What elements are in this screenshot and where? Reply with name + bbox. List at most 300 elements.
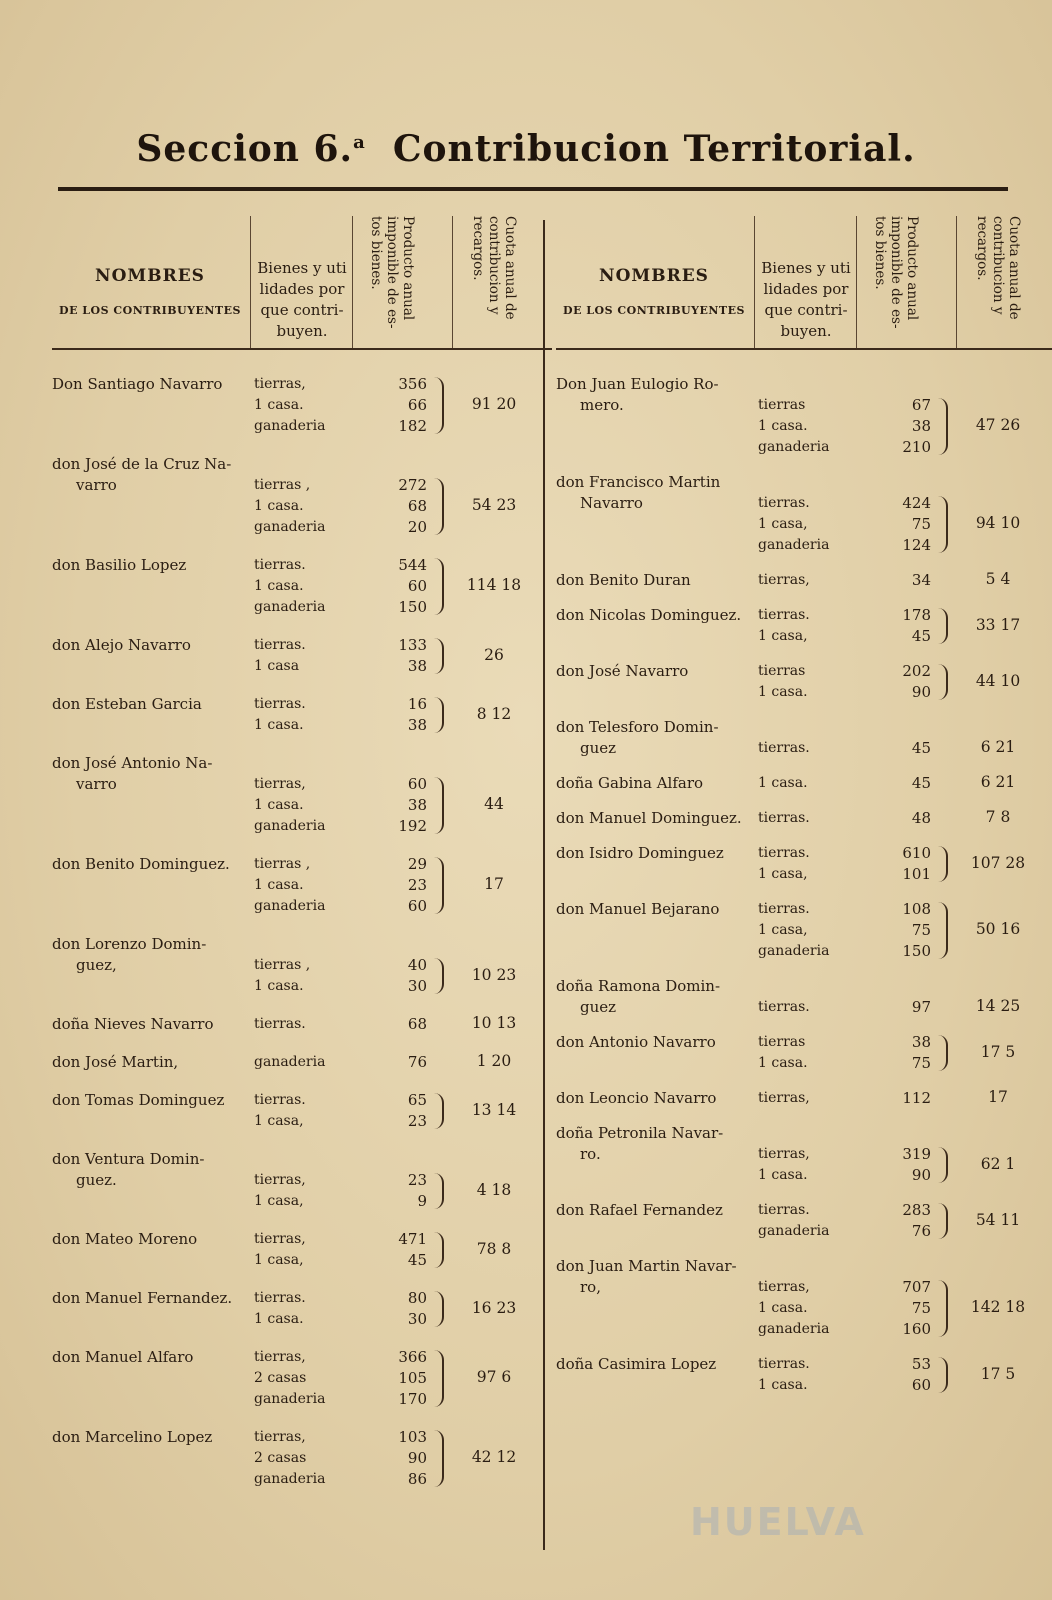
- asset-list: [758, 1144, 854, 1186]
- asset-list: [758, 605, 854, 647]
- group-brace: [430, 1173, 444, 1209]
- contributor-name: [556, 1200, 756, 1221]
- value-list: [871, 1144, 931, 1186]
- asset-item: tierras.: [758, 1202, 810, 1218]
- asset-item: tierras.: [758, 495, 810, 511]
- contributor-name-line: doña Ramona Domin-: [556, 977, 721, 995]
- header-cuota: Cuota anual de contribucion y recargos.: [470, 216, 518, 320]
- asset-item: ganaderia: [254, 519, 326, 535]
- asset-item: 2 casas: [254, 1370, 307, 1386]
- asset-list: [254, 1090, 350, 1132]
- header-bienes: [252, 258, 352, 342]
- taxable-value: 76: [407, 1053, 427, 1071]
- value-list: [871, 1200, 931, 1242]
- quota-value: 6 21: [980, 738, 1016, 756]
- contributor-name-line: don Benito Duran: [556, 571, 691, 589]
- contributor-name: [52, 934, 252, 976]
- header-divider: [352, 216, 353, 350]
- header-rule: [52, 348, 552, 350]
- contributor-name: [52, 1014, 252, 1035]
- quota-value: 50 16: [975, 920, 1021, 938]
- asset-item: ganaderia: [254, 1471, 326, 1487]
- taxable-value: 356: [398, 375, 427, 393]
- taxable-value: 23: [407, 1112, 427, 1130]
- quota-value: 17 5: [980, 1042, 1016, 1061]
- contributor-name-line: guez.: [76, 1171, 117, 1189]
- asset-item: ganaderia: [254, 1054, 326, 1070]
- header-divider: [856, 216, 857, 350]
- asset-item: 1 casa,: [758, 866, 808, 882]
- asset-list: [758, 395, 854, 458]
- contributor-name-line: don Manuel Fernandez.: [52, 1289, 233, 1307]
- value-list: [871, 395, 931, 458]
- header-producto: Producto anual imponible de es- tos bienes.: [368, 216, 416, 329]
- asset-item: tierras,: [254, 376, 306, 392]
- group-brace: [934, 902, 948, 959]
- taxable-value: 707: [902, 1278, 931, 1296]
- contributor-name-line: don Benito Dominguez.: [52, 855, 230, 873]
- group-brace: [430, 697, 444, 733]
- taxable-value: 182: [398, 417, 427, 435]
- contributor-name-line: don Juan Martin Navar-: [556, 1257, 737, 1275]
- value-list: [367, 374, 427, 437]
- taxable-value: 366: [398, 1348, 427, 1366]
- asset-list: [254, 374, 350, 437]
- value-list: [871, 808, 931, 829]
- contributor-name: [556, 605, 756, 626]
- header-divider: [956, 216, 957, 350]
- quota-value: 44: [484, 795, 504, 813]
- taxable-value: 45: [911, 774, 931, 792]
- taxable-value: 103: [398, 1428, 427, 1446]
- header-bienes-line: buyen.: [276, 322, 328, 340]
- contributor-name: [556, 1123, 756, 1165]
- asset-item: tierras,: [254, 1231, 306, 1247]
- value-list: [367, 1427, 427, 1490]
- asset-list: [254, 635, 350, 677]
- asset-item: ganaderia: [254, 818, 326, 834]
- taxable-value: 544: [398, 556, 427, 574]
- group-brace: [934, 496, 948, 553]
- taxable-value: 202: [902, 662, 931, 680]
- taxable-value: 424: [902, 494, 931, 512]
- asset-list: [758, 1277, 854, 1340]
- quota-value: 114 18: [466, 576, 522, 594]
- taxable-value: 30: [407, 1310, 427, 1328]
- asset-item: tierras,: [758, 1146, 810, 1162]
- group-brace: [934, 1357, 948, 1393]
- asset-item: tierras.: [254, 557, 306, 573]
- asset-list: [758, 899, 854, 962]
- taxable-value: 97: [911, 998, 931, 1016]
- contributor-name-line: Don Juan Eulogio Ro-: [556, 375, 719, 393]
- contributor-name: [556, 1354, 756, 1375]
- contributor-name: [52, 1288, 252, 1309]
- asset-list: [254, 774, 350, 837]
- asset-list: [758, 1200, 854, 1242]
- group-brace: [430, 1093, 444, 1129]
- quota-value: 6 21: [980, 773, 1016, 791]
- taxable-value: 68: [407, 497, 427, 515]
- group-brace: [430, 638, 444, 674]
- contributor-name-line: don Manuel Alfaro: [52, 1348, 194, 1366]
- value-list: [871, 570, 931, 591]
- taxable-value: 66: [407, 396, 427, 414]
- quota-value: 10 13: [471, 1014, 517, 1032]
- contributor-name-line: doña Petronila Navar-: [556, 1124, 724, 1142]
- taxable-value: 65: [407, 1091, 427, 1109]
- asset-list: [254, 694, 350, 736]
- asset-item: 1 casa.: [254, 1311, 304, 1327]
- taxable-value: 272: [398, 476, 427, 494]
- value-list: [871, 1354, 931, 1396]
- asset-item: tierras,: [254, 776, 306, 792]
- taxable-value: 471: [398, 1230, 427, 1248]
- taxable-value: 30: [407, 977, 427, 995]
- header-names-line1: NOMBRES: [599, 266, 709, 286]
- value-list: [367, 1090, 427, 1132]
- taxable-value: 160: [902, 1320, 931, 1338]
- group-brace: [430, 558, 444, 615]
- title-rule: [58, 187, 1008, 191]
- header-bienes: [756, 258, 856, 342]
- taxable-value: 80: [407, 1289, 427, 1307]
- contributor-name-line: guez: [580, 739, 617, 757]
- contributor-name: [556, 717, 756, 759]
- quota-value: 44 10: [975, 671, 1021, 690]
- header-divider: [754, 216, 755, 350]
- asset-item: tierras: [758, 1034, 806, 1050]
- asset-item: 1 casa.: [758, 1167, 808, 1183]
- taxable-value: 60: [407, 897, 427, 915]
- asset-item: tierras ,: [254, 477, 311, 493]
- header-names-line1: NOMBRES: [95, 266, 205, 286]
- asset-item: tierras,: [758, 572, 810, 588]
- quota-value: 17: [988, 1088, 1008, 1106]
- quota-value: 26: [484, 645, 504, 664]
- taxable-value: 29: [407, 855, 427, 873]
- contributor-name-line: doña Casimira Lopez: [556, 1355, 717, 1373]
- asset-item: tierras.: [254, 1290, 306, 1306]
- contributor-name: [52, 454, 252, 496]
- left-column: [52, 216, 552, 1556]
- quota-value: 78 8: [476, 1239, 512, 1258]
- group-brace: [934, 1280, 948, 1337]
- asset-item: tierras,: [254, 1349, 306, 1365]
- asset-item: 1 casa.: [254, 397, 304, 413]
- value-list: [871, 493, 931, 556]
- contributor-name: [52, 753, 252, 795]
- value-list: [367, 635, 427, 677]
- asset-list: [758, 661, 854, 703]
- taxable-value: 48: [911, 809, 931, 827]
- contributor-name: [52, 1052, 252, 1073]
- contributor-name-line: don José de la Cruz Na-: [52, 455, 232, 473]
- asset-item: tierras.: [254, 1016, 306, 1032]
- asset-item: tierras.: [758, 845, 810, 861]
- asset-list: [254, 555, 350, 618]
- value-list: [367, 555, 427, 618]
- asset-list: [254, 1347, 350, 1410]
- contributor-name-line: guez: [580, 998, 617, 1016]
- contributor-name: [52, 694, 252, 715]
- asset-list: [758, 570, 854, 591]
- taxable-value: 124: [902, 536, 931, 554]
- contributor-name: [556, 1256, 756, 1298]
- taxable-value: 45: [911, 739, 931, 757]
- header-bienes-line: que contri-: [260, 301, 344, 319]
- quota-value: 4 18: [476, 1180, 512, 1199]
- taxable-value: 75: [911, 1299, 931, 1317]
- asset-list: [254, 475, 350, 538]
- asset-item: 1 casa.: [254, 578, 304, 594]
- watermark-huelva: HUELVA: [690, 1500, 866, 1544]
- asset-item: tierras.: [758, 901, 810, 917]
- taxable-value: 75: [911, 515, 931, 533]
- asset-item: 1 casa.: [254, 498, 304, 514]
- header-bienes-line: lidades por: [763, 280, 849, 298]
- asset-item: tierras,: [254, 1429, 306, 1445]
- taxable-value: 38: [407, 796, 427, 814]
- asset-item: tierras: [758, 663, 806, 679]
- taxable-value: 150: [398, 598, 427, 616]
- asset-item: ganaderia: [758, 1223, 830, 1239]
- asset-list: [758, 1354, 854, 1396]
- asset-item: ganaderia: [758, 439, 830, 455]
- value-list: [871, 1088, 931, 1109]
- quota-value: 54 23: [471, 496, 517, 514]
- quota-value: 17 5: [980, 1364, 1016, 1383]
- asset-item: ganaderia: [254, 599, 326, 615]
- asset-item: 1 casa.: [758, 418, 808, 434]
- contributor-name-line: don Francisco Martin: [556, 473, 721, 491]
- asset-item: ganaderia: [758, 537, 830, 553]
- value-list: [367, 1347, 427, 1410]
- group-brace: [430, 857, 444, 914]
- group-brace: [430, 1430, 444, 1487]
- contributor-name-line: don José Martin,: [52, 1053, 179, 1071]
- asset-item: tierras.: [758, 810, 810, 826]
- quota-value: 16 23: [471, 1298, 517, 1317]
- contributor-name-line: don José Antonio Na-: [52, 754, 213, 772]
- right-column: [556, 216, 1052, 1556]
- contributor-name: [556, 1088, 756, 1109]
- value-list: [871, 843, 931, 885]
- header-rule: [556, 348, 1052, 350]
- contributor-name: [52, 1347, 252, 1368]
- taxable-value: 75: [911, 921, 931, 939]
- value-list: [367, 1014, 427, 1035]
- contributor-name-line: ro.: [580, 1145, 601, 1163]
- taxable-value: 38: [407, 657, 427, 675]
- page-title: Seccion 6.$^a$ Contribucion Territorial.: [136, 128, 916, 170]
- contributor-name-line: don Esteban Garcia: [52, 695, 202, 713]
- asset-list: [758, 738, 854, 759]
- contributor-name-line: don Alejo Navarro: [52, 636, 191, 654]
- asset-item: tierras: [758, 397, 806, 413]
- asset-item: tierras,: [758, 1090, 810, 1106]
- asset-list: [254, 1170, 350, 1212]
- contributor-name: [52, 1149, 252, 1191]
- contributor-name: [52, 1427, 252, 1448]
- contributor-name: [52, 374, 252, 395]
- taxable-value: 23: [407, 1171, 427, 1189]
- contributor-name: [52, 854, 252, 875]
- contributor-name-line: don Nicolas Dominguez.: [556, 606, 742, 624]
- value-list: [367, 1288, 427, 1330]
- taxable-value: 40: [407, 956, 427, 974]
- contributor-name: [556, 808, 756, 829]
- taxable-value: 38: [911, 1033, 931, 1051]
- value-list: [871, 1277, 931, 1340]
- quota-value: 7 8: [985, 808, 1011, 826]
- taxable-value: 101: [902, 865, 931, 883]
- asset-item: 1 casa.: [758, 1377, 808, 1393]
- taxable-value: 38: [911, 417, 931, 435]
- taxable-value: 9: [417, 1192, 427, 1210]
- asset-list: [254, 955, 350, 997]
- contributor-name-line: varro: [76, 476, 117, 494]
- asset-item: 1 casa.: [254, 978, 304, 994]
- contributor-name-line: doña Gabina Alfaro: [556, 774, 704, 792]
- contributor-name-line: mero.: [580, 396, 624, 414]
- value-list: [871, 1032, 931, 1074]
- value-list: [871, 661, 931, 703]
- quota-value: 97 6: [476, 1368, 512, 1386]
- taxable-value: 319: [902, 1145, 931, 1163]
- contributor-name-line: don Rafael Fernandez: [556, 1201, 723, 1219]
- taxable-value: 170: [398, 1390, 427, 1408]
- header-divider: [250, 216, 251, 350]
- quota-value: 1 20: [476, 1052, 512, 1070]
- asset-item: ganaderia: [254, 898, 326, 914]
- quota-value: 33 17: [975, 615, 1021, 634]
- contributor-name: [556, 773, 756, 794]
- contributor-name: [556, 374, 756, 416]
- contributor-name: [556, 899, 756, 920]
- taxable-value: 60: [407, 577, 427, 595]
- contributor-name-line: don Manuel Bejarano: [556, 900, 720, 918]
- taxable-value: 133: [398, 636, 427, 654]
- header-names-line2: DE LOS CONTRIBUYENTES: [59, 304, 241, 317]
- taxable-value: 60: [911, 1376, 931, 1394]
- asset-list: [254, 1014, 350, 1035]
- contributor-name-line: don Marcelino Lopez: [52, 1428, 213, 1446]
- taxable-value: 75: [911, 1054, 931, 1072]
- contributor-name-line: don Mateo Moreno: [52, 1230, 198, 1248]
- group-brace: [934, 846, 948, 882]
- header-names: [52, 266, 248, 317]
- asset-list: [254, 1427, 350, 1490]
- contributor-name-line: don José Navarro: [556, 662, 689, 680]
- asset-item: tierras.: [758, 607, 810, 623]
- value-list: [367, 1170, 427, 1212]
- table-header: [52, 216, 552, 356]
- taxable-value: 283: [902, 1201, 931, 1219]
- contributor-name-line: Don Santiago Navarro: [52, 375, 223, 393]
- value-list: [367, 694, 427, 736]
- asset-item: tierras.: [758, 1356, 810, 1372]
- value-list: [367, 1229, 427, 1271]
- header-bienes-line: Bienes y uti: [761, 259, 851, 277]
- contributor-name: [52, 635, 252, 656]
- value-list: [871, 773, 931, 794]
- contributor-name: [52, 1229, 252, 1250]
- asset-list: [254, 854, 350, 917]
- asset-list: [758, 808, 854, 829]
- asset-item: ganaderia: [758, 1321, 830, 1337]
- group-brace: [934, 1147, 948, 1183]
- contributor-name-line: varro: [76, 775, 117, 793]
- taxable-value: 150: [902, 942, 931, 960]
- group-brace: [934, 608, 948, 644]
- taxable-value: 16: [407, 695, 427, 713]
- taxable-value: 34: [911, 571, 931, 589]
- contributor-name-line: don Antonio Navarro: [556, 1033, 716, 1051]
- value-list: [367, 475, 427, 538]
- contributor-name-line: don Tomas Dominguez: [52, 1091, 225, 1109]
- taxable-value: 38: [407, 716, 427, 734]
- asset-item: 1 casa: [254, 658, 300, 674]
- asset-item: ganaderia: [758, 943, 830, 959]
- asset-item: tierras,: [254, 1172, 306, 1188]
- asset-item: 1 casa.: [254, 717, 304, 733]
- quota-value: 54 11: [975, 1210, 1021, 1229]
- taxable-value: 68: [407, 1015, 427, 1033]
- contributor-name: [52, 1090, 252, 1111]
- group-brace: [430, 1232, 444, 1268]
- contributor-name-line: don Lorenzo Domin-: [52, 935, 207, 953]
- asset-item: 1 casa.: [758, 775, 808, 791]
- contributor-name-line: doña Nieves Navarro: [52, 1015, 214, 1033]
- group-brace: [934, 1035, 948, 1071]
- header-bienes-line: que contri-: [764, 301, 848, 319]
- quota-value: 42 12: [471, 1448, 517, 1466]
- asset-item: 1 casa.: [254, 877, 304, 893]
- taxable-value: 53: [911, 1355, 931, 1373]
- value-list: [871, 899, 931, 962]
- asset-item: tierras ,: [254, 957, 311, 973]
- quota-value: 14 25: [975, 997, 1021, 1015]
- quota-value: 62 1: [980, 1154, 1016, 1173]
- taxable-value: 90: [407, 1449, 427, 1467]
- asset-list: [254, 1288, 350, 1330]
- quota-value: 8 12: [476, 704, 512, 723]
- quota-value: 107 28: [970, 853, 1026, 872]
- asset-item: ganaderia: [254, 418, 326, 434]
- group-brace: [430, 958, 444, 994]
- contributor-name: [556, 661, 756, 682]
- header-names-line2: DE LOS CONTRIBUYENTES: [563, 304, 745, 317]
- group-brace: [430, 1350, 444, 1407]
- taxable-value: 20: [407, 518, 427, 536]
- header-producto: Producto anual imponible de es- tos bienes.: [872, 216, 920, 329]
- header-bienes-line: Bienes y uti: [257, 259, 347, 277]
- value-list: [367, 955, 427, 997]
- value-list: [871, 605, 931, 647]
- contributor-name-line: don Manuel Dominguez.: [556, 809, 742, 827]
- contributor-name: [556, 976, 756, 1018]
- asset-item: 1 casa.: [254, 797, 304, 813]
- taxable-value: 112: [902, 1089, 931, 1107]
- asset-list: [758, 843, 854, 885]
- value-list: [871, 997, 931, 1018]
- asset-item: 1 casa,: [254, 1252, 304, 1268]
- asset-item: 1 casa,: [758, 922, 808, 938]
- taxable-value: 105: [398, 1369, 427, 1387]
- taxable-value: 67: [911, 396, 931, 414]
- header-divider: [452, 216, 453, 350]
